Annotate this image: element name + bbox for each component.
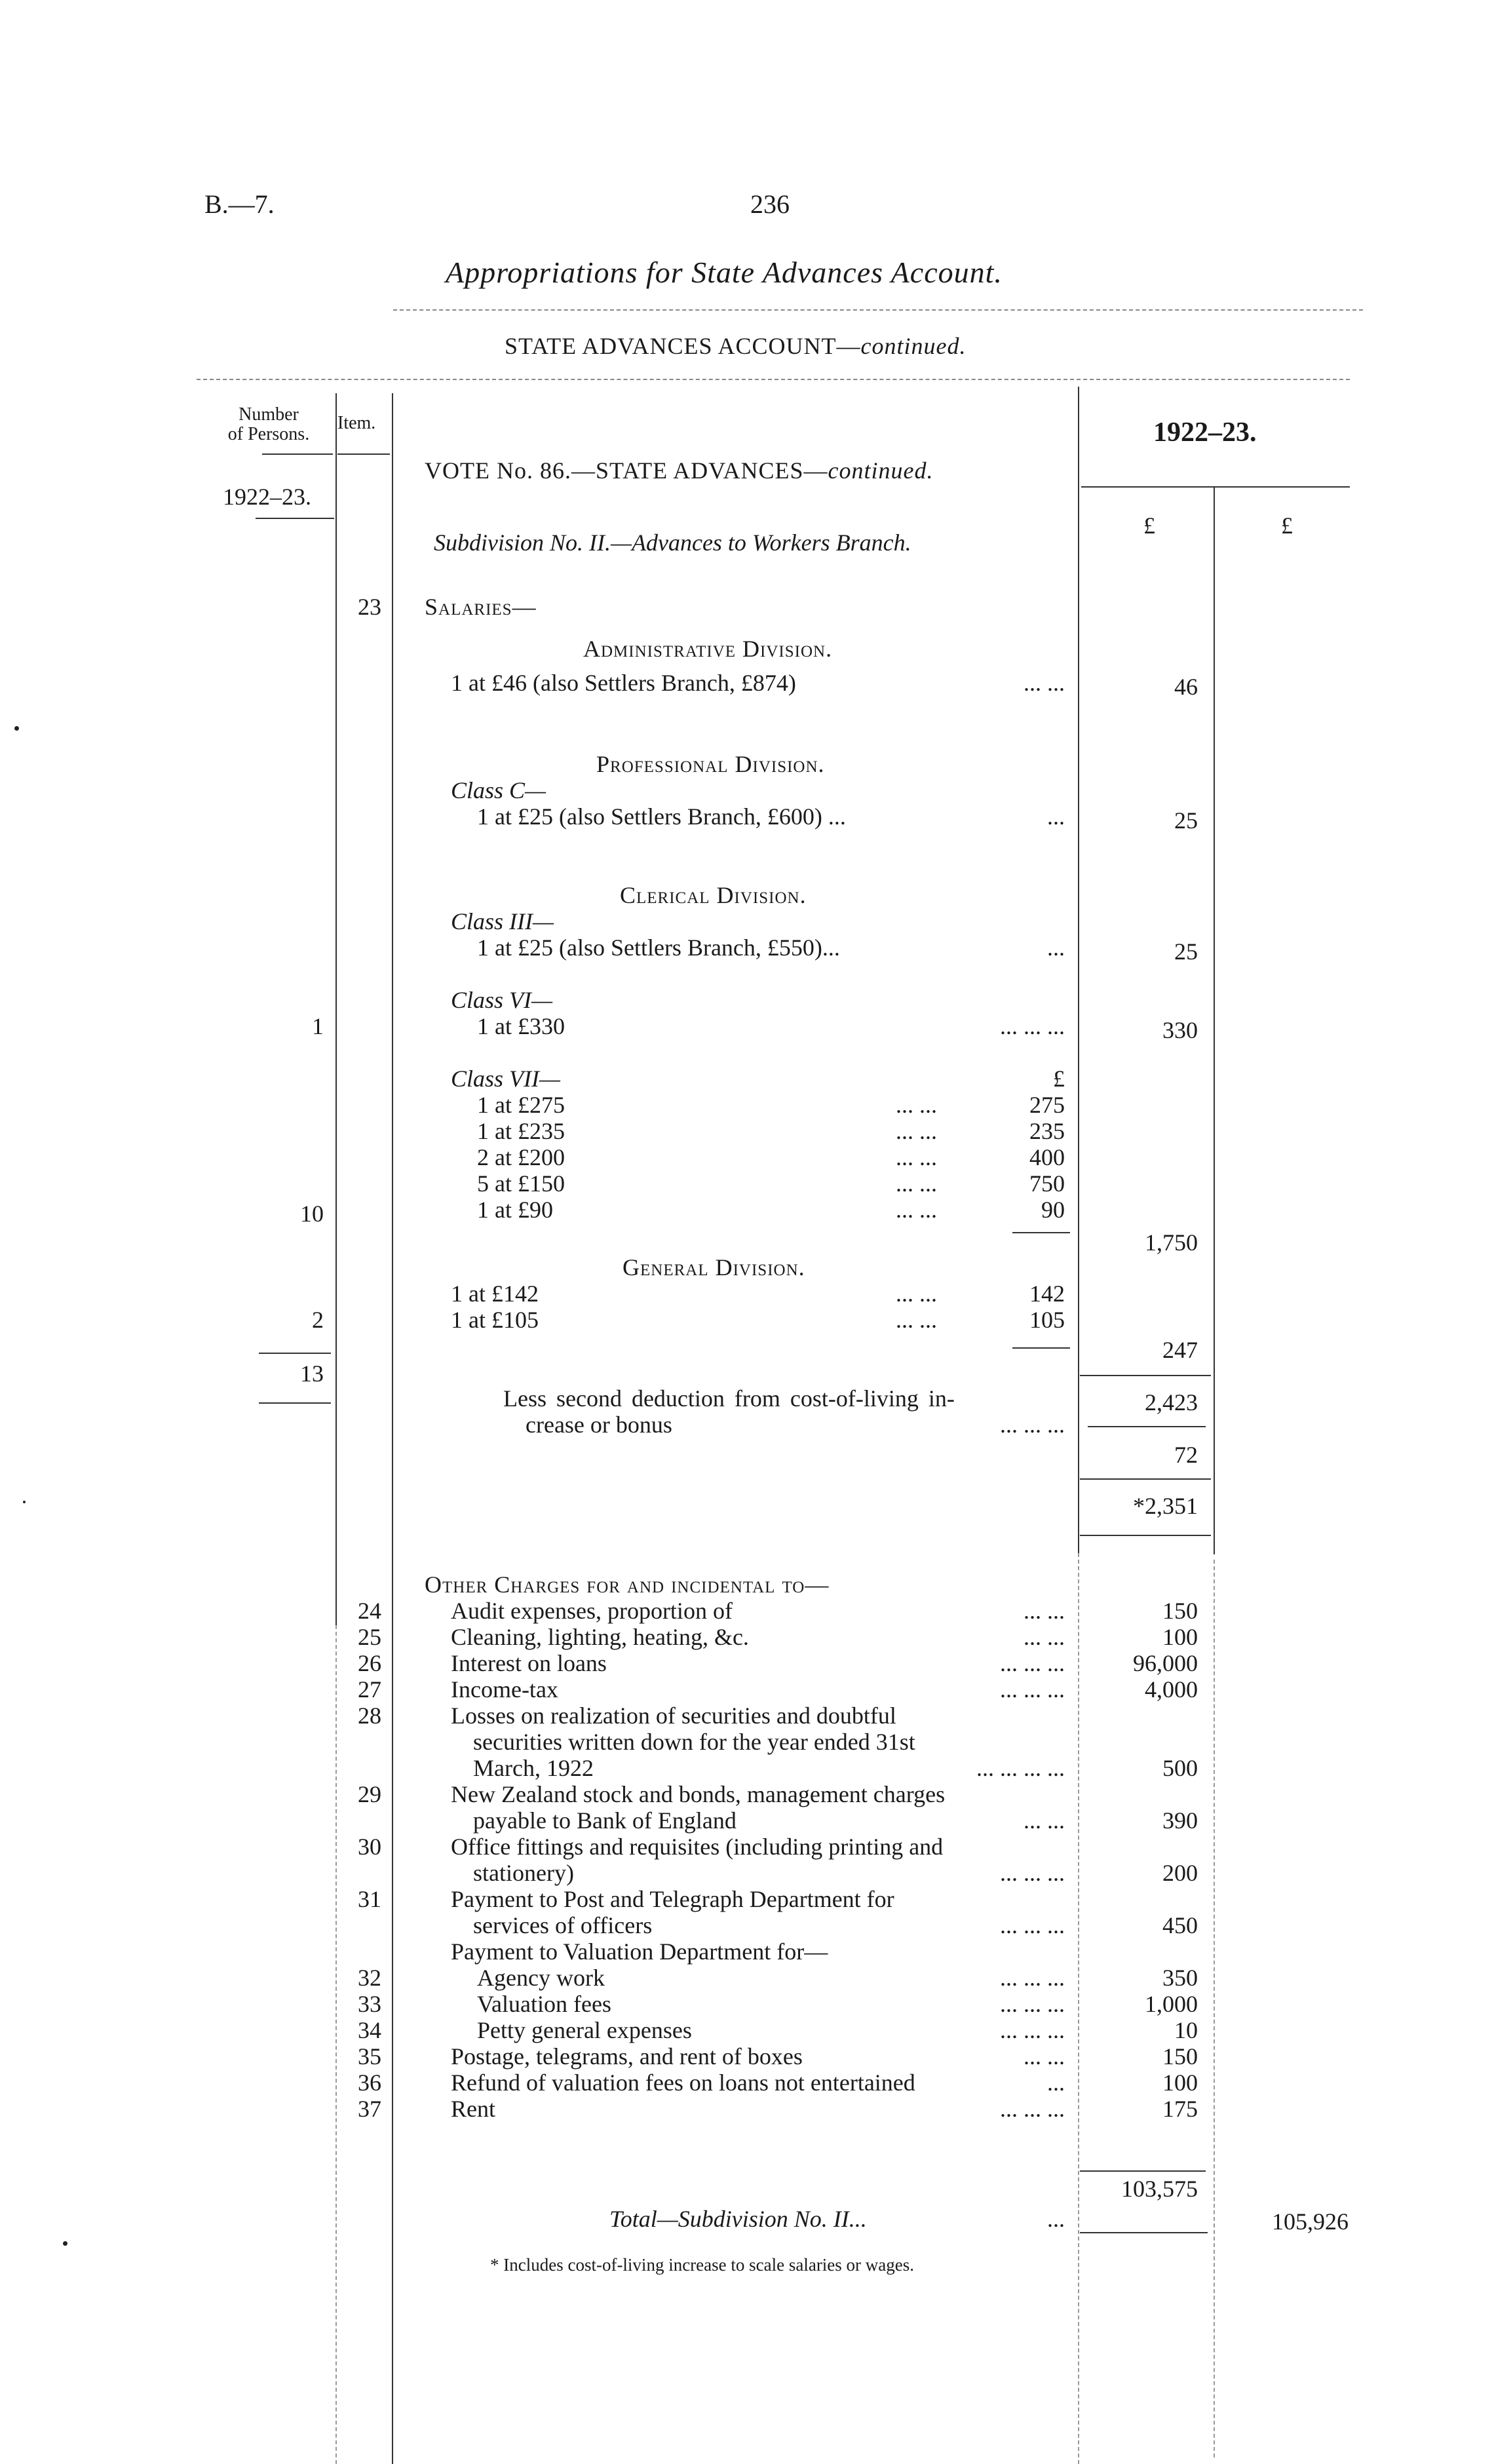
total-label: Total—Subdivision No. II... [609, 2206, 867, 2232]
year-header-rule [1081, 486, 1350, 488]
persons-column-rule-lower [335, 1625, 337, 2464]
professional-class: Class C— [451, 777, 546, 803]
salaries-subtotal: 2,423 [1145, 1389, 1198, 1415]
item-number: 30 [358, 1834, 381, 1860]
leader-dots: ... ... ... [1000, 1965, 1065, 1991]
page-number: 236 [750, 189, 790, 219]
persons-total: 13 [300, 1360, 324, 1387]
admin-division-heading: Administrative Division. [583, 636, 833, 662]
charge-label: Losses on realization of securities and doubtful [451, 1703, 896, 1729]
persons-header-rule [262, 453, 333, 455]
class-vii-persons: 10 [300, 1201, 324, 1227]
charge-label: services of officers [473, 1912, 653, 1938]
class-vii-row-label: 2 at £200 [477, 1144, 565, 1170]
account-heading: STATE ADVANCES ACCOUNT—continued. [505, 333, 967, 359]
title-rule [393, 309, 1363, 311]
charge-amount: 450 [1162, 1912, 1198, 1938]
amount-column-rule [1078, 387, 1079, 1553]
general-row-label: 1 at £105 [451, 1307, 539, 1333]
leader-dots: ... ... ... [1000, 2096, 1065, 2122]
professional-amount: 25 [1174, 807, 1198, 834]
scan-speck [23, 1501, 26, 1503]
less-deduction-line2: crease or bonus [526, 1412, 672, 1438]
scan-speck [63, 2241, 67, 2246]
leader-dots: ... ... [896, 1197, 937, 1223]
charge-label: Agency work [477, 1965, 605, 1991]
item-number: 35 [358, 2043, 381, 2069]
leader-dots: ... ... ... [1000, 2017, 1065, 2043]
class-vii-row-value: 275 [1029, 1092, 1065, 1118]
clerical-class-vi-amount: 330 [1162, 1017, 1198, 1043]
item-number: 33 [358, 1991, 381, 2017]
salaries-heading: Salaries— [425, 594, 537, 620]
charge-label: New Zealand stock and bonds, management charges [451, 1781, 946, 1807]
leader-dots: ... ... ... ... [976, 1755, 1065, 1781]
clerical-division-heading: Clerical Division. [620, 882, 807, 908]
item-number: 27 [358, 1676, 381, 1703]
leader-dots: ... ... ... [1000, 1676, 1065, 1703]
leader-dots: ... ... [896, 1307, 937, 1333]
clerical-class-vi-line: 1 at £330 [477, 1013, 565, 1039]
general-division-heading: General Division. [622, 1254, 805, 1280]
class-vii-row-value: 750 [1029, 1170, 1065, 1197]
leader-dots: ... ... [896, 1118, 937, 1144]
class-vi-persons: 1 [312, 1013, 324, 1039]
general-total: 247 [1162, 1337, 1198, 1363]
subtotal-rule [1080, 1375, 1211, 1376]
charge-label: Postage, telegrams, and rent of boxes [451, 2043, 803, 2069]
charge-amount: 500 [1162, 1755, 1198, 1781]
persons-column-rule [335, 393, 337, 1625]
charge-label: Office fittings and requisites (including printing and [451, 1834, 944, 1860]
valuation-heading: Payment to Valuation Department for— [451, 1938, 828, 1965]
general-row-value: 142 [1029, 1280, 1065, 1307]
admin-amount: 46 [1174, 674, 1198, 700]
total-column-rule [1214, 486, 1215, 1554]
charge-amount: 390 [1162, 1807, 1198, 1834]
report-reference: B.—7. [204, 189, 275, 219]
heading-rule [197, 379, 1350, 380]
general-row-value: 105 [1029, 1307, 1065, 1333]
charge-label: Valuation fees [477, 1991, 611, 2017]
total-column-rule-lower [1214, 1560, 1215, 2457]
clerical-class-vii: Class VII— [451, 1066, 561, 1092]
net-rule [1080, 1478, 1211, 1480]
subtotal-underline [1088, 1426, 1206, 1427]
general-row-label: 1 at £142 [451, 1280, 539, 1307]
item-number: 37 [358, 2096, 381, 2122]
charge-label: Cleaning, lighting, heating, &c. [451, 1624, 749, 1650]
leader-dots: ... ... [896, 1144, 937, 1170]
charge-label: securities written down for the year ended 31st [473, 1729, 915, 1755]
charge-amount: 350 [1162, 1965, 1198, 1991]
class-vii-row-label: 1 at £275 [477, 1092, 565, 1118]
class-vii-row-value: 400 [1029, 1144, 1065, 1170]
item-header-rule [337, 453, 390, 455]
charge-amount: 100 [1162, 2069, 1198, 2096]
charge-label: Audit expenses, proportion of [451, 1598, 733, 1624]
class-vii-sum-rule [1012, 1232, 1070, 1233]
clerical-class-iii-amount: 25 [1174, 938, 1198, 965]
item-number: 36 [358, 2069, 381, 2096]
charge-amount: 100 [1162, 1624, 1198, 1650]
charge-label: Payment to Post and Telegraph Department for [451, 1886, 894, 1912]
item-number: 34 [358, 2017, 381, 2043]
page-title: Appropriations for State Advances Account. [446, 256, 1003, 289]
scan-speck [14, 726, 19, 731]
charge-label: Interest on loans [451, 1650, 607, 1676]
grand-total: 105,926 [1272, 2208, 1349, 2235]
item-header: Item. [337, 413, 376, 433]
charge-amount: 175 [1162, 2096, 1198, 2122]
leader-dots: ... ... [1024, 1598, 1065, 1624]
other-charges-heading: Other Charges for and incidental to— [425, 1571, 830, 1598]
less-deduction-line1: Less second deduction from cost-of-living in- [503, 1385, 955, 1412]
vote-title: VOTE No. 86.—STATE ADVANCES—continued. [425, 457, 934, 484]
other-charges-total-rule [1080, 2170, 1206, 2172]
leader-dots: ... ... ... [1000, 1860, 1065, 1886]
persons-header: Number of Persons. [227, 404, 310, 444]
professional-line: 1 at £25 (also Settlers Branch, £600) ... [477, 803, 846, 830]
charge-label: stationery) [473, 1860, 574, 1886]
general-persons: 2 [312, 1307, 324, 1333]
salaries-net: *2,351 [1133, 1493, 1198, 1519]
charge-label: Petty general expenses [477, 2017, 692, 2043]
pound-sign-left: £ [1143, 512, 1155, 539]
leader-dots: ... [1047, 2206, 1065, 2232]
class-vii-total: 1,750 [1145, 1229, 1198, 1256]
leader-dots: ... ... [896, 1170, 937, 1197]
item-number: 26 [358, 1650, 381, 1676]
persons-year: 1922–23. [223, 484, 311, 510]
charge-amount: 4,000 [1145, 1676, 1198, 1703]
leader-dots: ... [1047, 803, 1065, 830]
charge-label: Income-tax [451, 1676, 558, 1703]
class-vii-row-label: 1 at £235 [477, 1118, 565, 1144]
leader-dots: ... ... [896, 1280, 937, 1307]
clerical-class-iii: Class III— [451, 908, 554, 934]
class-vii-row-label: 5 at £150 [477, 1170, 565, 1197]
item-number: 23 [358, 594, 381, 620]
leader-dots: ... [1047, 934, 1065, 961]
admin-line: 1 at £46 (also Settlers Branch, £874) [451, 670, 796, 696]
charge-label: March, 1922 [473, 1755, 594, 1781]
professional-division-heading: Professional Division. [596, 751, 825, 777]
general-sum-rule [1012, 1347, 1070, 1349]
charge-amount: 10 [1174, 2017, 1198, 2043]
clerical-class-vi: Class VI— [451, 987, 553, 1013]
item-number: 32 [358, 1965, 381, 1991]
less-amount: 72 [1174, 1442, 1198, 1468]
leader-dots: ... ... [1024, 670, 1065, 696]
persons-sum-rule [259, 1353, 331, 1354]
charge-label: Rent [451, 2096, 495, 2122]
leader-dots: ... ... ... [1000, 1412, 1065, 1438]
leader-dots: ... ... ... [1000, 1013, 1065, 1039]
net-underline [1080, 1535, 1211, 1536]
item-column-rule [392, 393, 393, 2464]
total-rule [1080, 2232, 1208, 2233]
leader-dots: ... ... [896, 1092, 937, 1118]
leader-dots: ... ... [1024, 2043, 1065, 2069]
persons-year-rule [256, 518, 334, 519]
leader-dots: ... ... ... [1000, 1650, 1065, 1676]
year-header: 1922–23. [1153, 417, 1257, 448]
clerical-class-iii-line: 1 at £25 (also Settlers Branch, £550)... [477, 934, 840, 961]
leader-dots: ... ... ... [1000, 1991, 1065, 2017]
class-vii-row-value: 235 [1029, 1118, 1065, 1144]
footnote: * Includes cost-of-living increase to scale salaries or wages. [490, 2255, 915, 2275]
persons-total-rule [259, 1402, 331, 1404]
charge-amount: 150 [1162, 2043, 1198, 2069]
item-number: 28 [358, 1703, 381, 1729]
class-vii-row-label: 1 at £90 [477, 1197, 553, 1223]
class-vii-row-value: 90 [1041, 1197, 1065, 1223]
charge-label: payable to Bank of England [473, 1807, 737, 1834]
leader-dots: ... ... [1024, 1624, 1065, 1650]
leader-dots: ... [1047, 2069, 1065, 2096]
charge-amount: 1,000 [1145, 1991, 1198, 2017]
item-number: 25 [358, 1624, 381, 1650]
item-number: 31 [358, 1886, 381, 1912]
charge-label: Refund of valuation fees on loans not entertained [451, 2069, 915, 2096]
leader-dots: ... ... ... [1000, 1912, 1065, 1938]
subdivision-heading: Subdivision No. II.—Advances to Workers Branch. [434, 529, 911, 556]
item-number: 24 [358, 1598, 381, 1624]
other-charges-total: 103,575 [1121, 2176, 1198, 2202]
amount-column-rule-lower [1078, 1553, 1079, 2464]
charge-amount: 200 [1162, 1860, 1198, 1886]
leader-dots: ... ... [1024, 1807, 1065, 1834]
charge-amount: 96,000 [1133, 1650, 1198, 1676]
class-vii-pound-sign: £ [1053, 1066, 1065, 1092]
item-number: 29 [358, 1781, 381, 1807]
pound-sign-right: £ [1281, 512, 1293, 539]
charge-amount: 150 [1162, 1598, 1198, 1624]
